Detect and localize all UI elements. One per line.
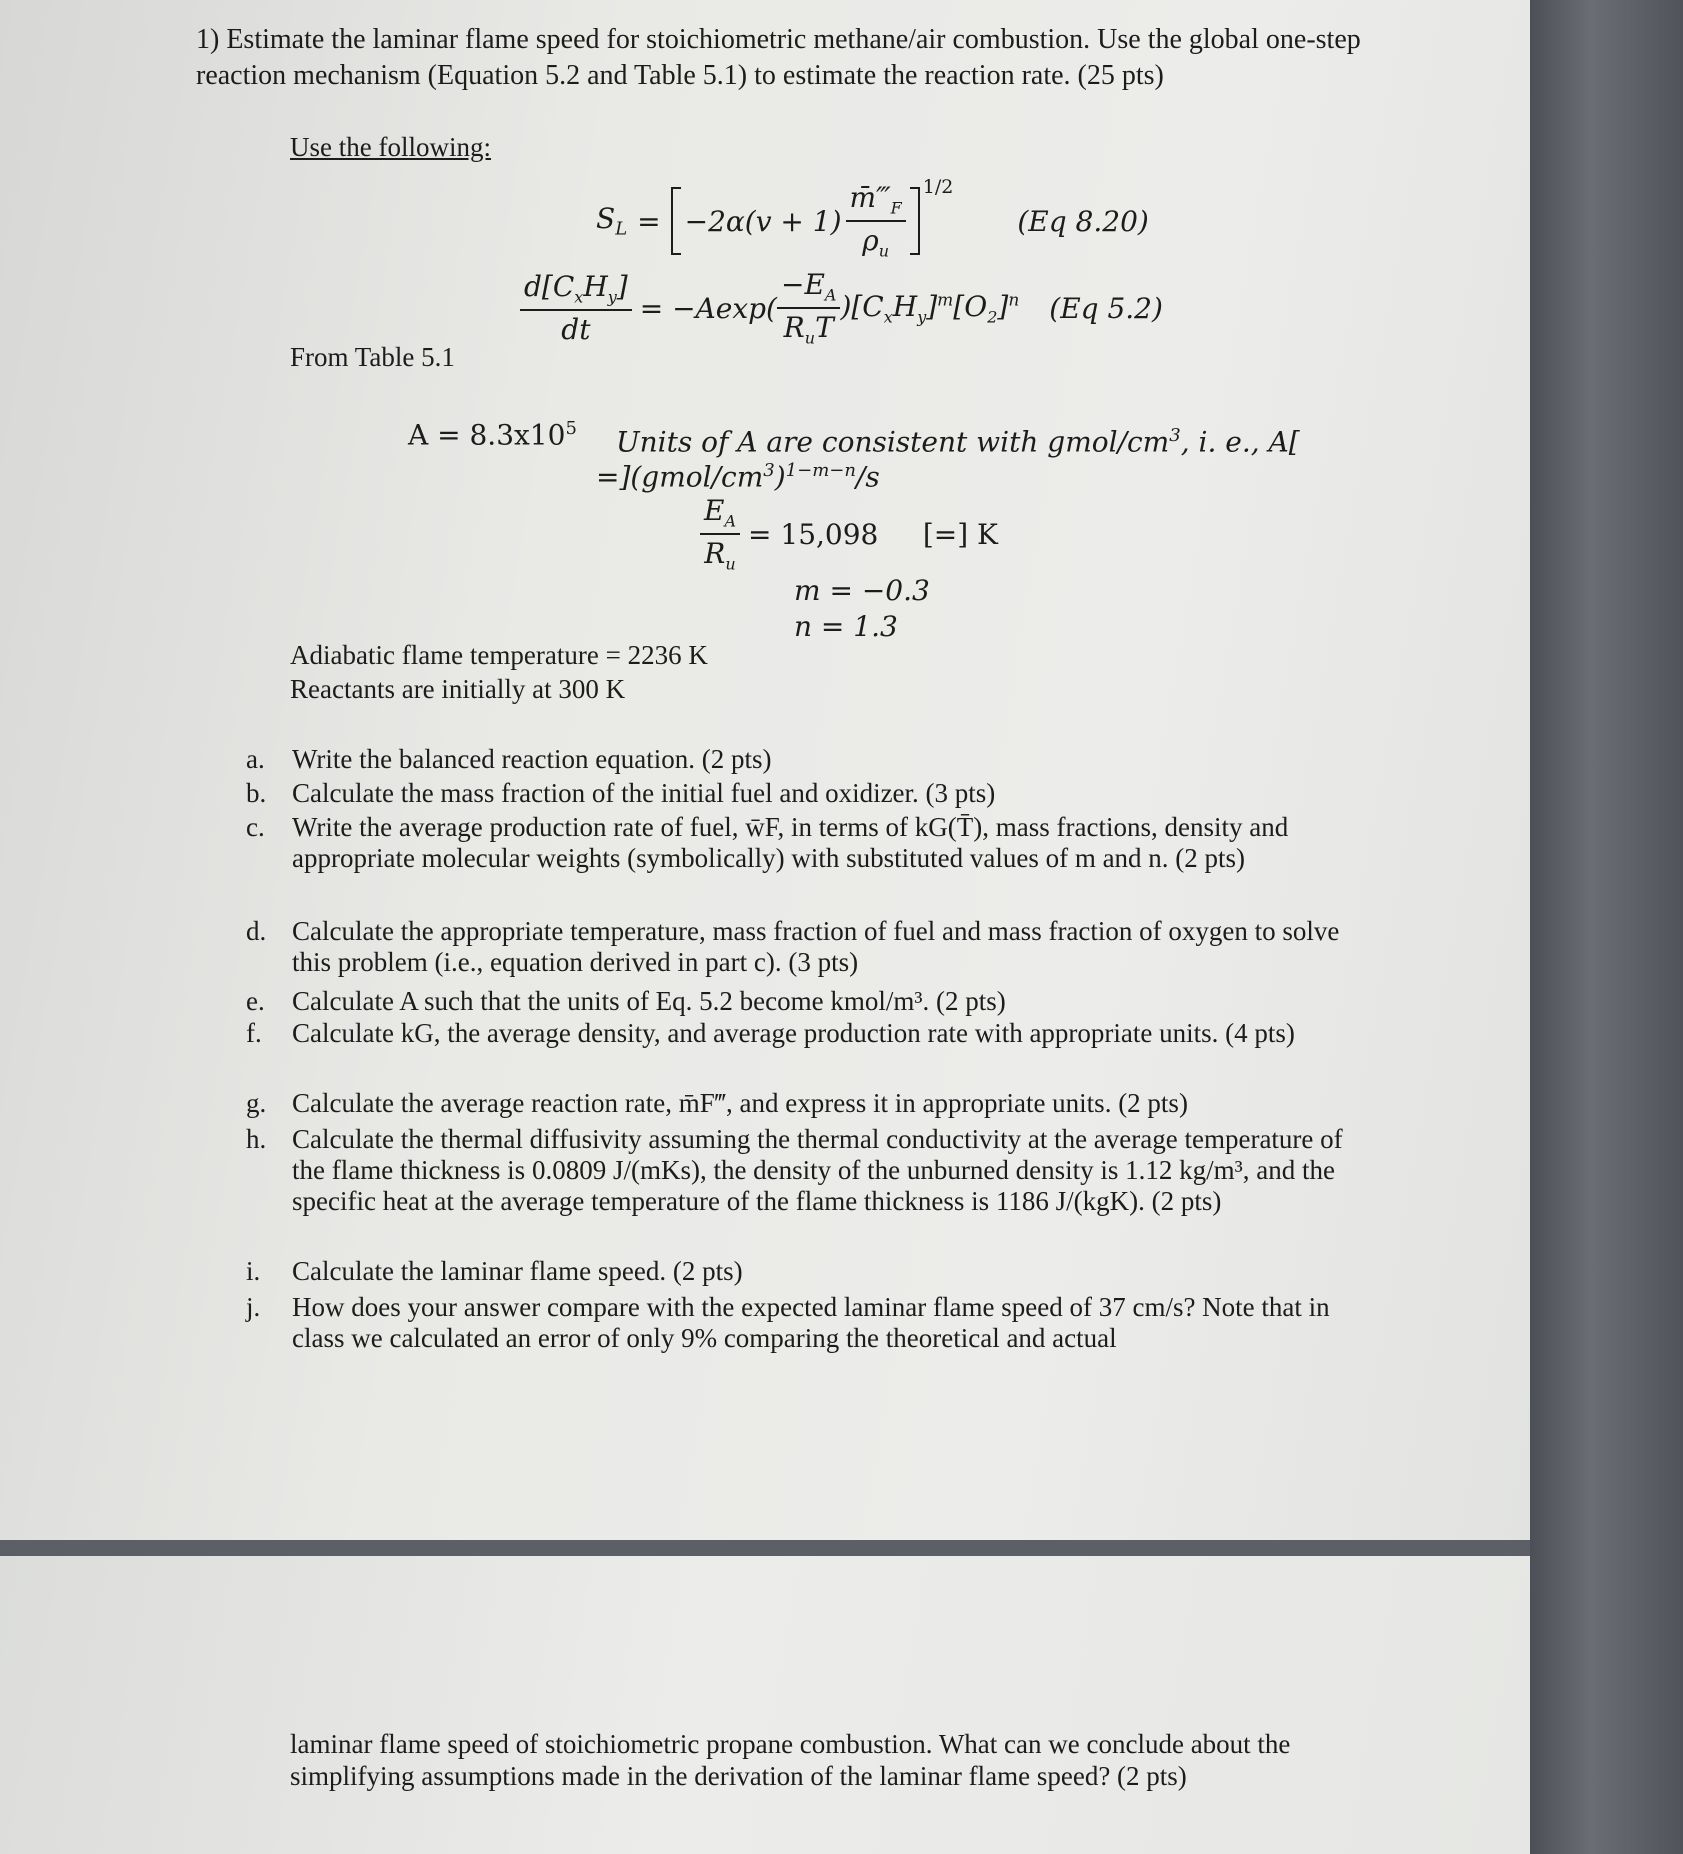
eq52-lhs-fraction: $\frac{d[C_xH_y]}{dt}$ [520, 270, 632, 346]
adiabatic-flame-temp: Adiabatic flame temperature = 2236 K [290, 640, 708, 670]
eq820-lhs: $S_L$ [596, 202, 628, 240]
a-units-line-1: Units of A are consistent with gmol/$cm^3$, i. e., A[ [616, 425, 1300, 459]
eq52-rhs-terms: )$[C_xH_y]^m[O_2]^n$ [840, 289, 1020, 327]
eq820-fraction: $\frac{m̄‴_F}{\rho_u}$ [846, 181, 906, 260]
part-i: i. Calculate the laminar flame speed. (2 pts) [246, 1256, 743, 1286]
eq820-label: (Eq 8.20) [1017, 204, 1149, 238]
m-value: m = −0.3 [794, 574, 930, 607]
ea-over-ru [700, 494, 998, 574]
eq820-exponent: 1/2 [922, 176, 954, 198]
part-b: b. Calculate the mass fraction of the initial fuel and oxidizer. (3 pts) [246, 778, 996, 808]
part-e: e. Calculate A such that the units of Eq. 5.2 become kmol/m³. (2 pts) [246, 986, 1006, 1016]
part-j: j. How does your answer compare with the expected laminar flame speed of 37 cm/s? Note that in class we calculated an error of only 9% comparing the theoretical and actual [246, 1292, 1330, 1353]
part-a: a. Write the balanced reaction equation. (2 pts) [246, 744, 772, 774]
ea-ru-value: = 15,098 [=] K [748, 517, 998, 551]
ea-ru-fraction: $\frac{E_A}{R_u}$ [700, 494, 740, 573]
equation-5-2 [520, 268, 1163, 348]
worksheet-page-2 [0, 1556, 1530, 1854]
eq52-rhs-prefix: = −Aexp( [639, 291, 777, 325]
eq820-left-bracket [671, 187, 681, 255]
part-g: g. Calculate the average reaction rate, m̄F‴, and express it in appropriate units. (2 pts) [246, 1088, 1188, 1118]
a-units-line-2: $=](gmol/cm^3)^{1-m-n}/s$ [596, 460, 880, 494]
part-c: c. Write the average production rate of fuel, w̄F, in terms of kG(T̄), mass fractions, density and appropriate molecular weights (symbolically) with substituted values of m and n. (2 pts) [246, 812, 1289, 873]
equation-8-20 [596, 176, 1149, 266]
part-f: f. Calculate kG, the average density, and average production rate with appropriate units. (4 pts) [246, 1018, 1295, 1048]
from-table-label: From Table 5.1 [290, 342, 455, 372]
n-value: n = 1.3 [794, 610, 898, 643]
eq820-equals: = [637, 204, 661, 238]
part-h: h. Calculate the thermal diffusivity assuming the thermal conductivity at the average temperature of the flame thickness is 0.0809 J/(mKs), the density of the unburned density is 1.12 kg/m³, and the specific heat at the average temperature of the flame thickness is 1186 J/(kgK). (2 pts) [246, 1124, 1343, 1216]
eq52-exp-fraction: $\frac{-E_A}{R_uT}$ [777, 268, 840, 347]
eq820-inner: −2α(v + 1) [684, 204, 842, 238]
part-j-continuation: laminar flame speed of stoichiometric propane combustion. What can we conclude about the simplifying assumptions made in the derivation of the laminar flame speed? (2 pts) [290, 1729, 1291, 1791]
use-following-heading: Use the following: [290, 132, 491, 162]
reactants-temp: Reactants are initially at 300 K [290, 674, 626, 704]
eq820-right-bracket [910, 187, 920, 255]
background-edge [1530, 0, 1683, 1854]
part-d: d. Calculate the appropriate temperature, mass fraction of fuel and mass fraction of oxygen to solve this problem (i.e., equation derived in part c). (3 pts) [246, 916, 1340, 977]
eq52-label: (Eq 5.2) [1049, 291, 1163, 325]
a-value: $A = 8.3x10^5$ [408, 418, 577, 452]
problem-intro: 1) Estimate the laminar flame speed for stoichiometric methane/air combustion. Use the global one-step reaction mechanism (Equation 5.2 and Table 5.1) to estimate the reaction rate. (25 pts) [196, 24, 1361, 91]
